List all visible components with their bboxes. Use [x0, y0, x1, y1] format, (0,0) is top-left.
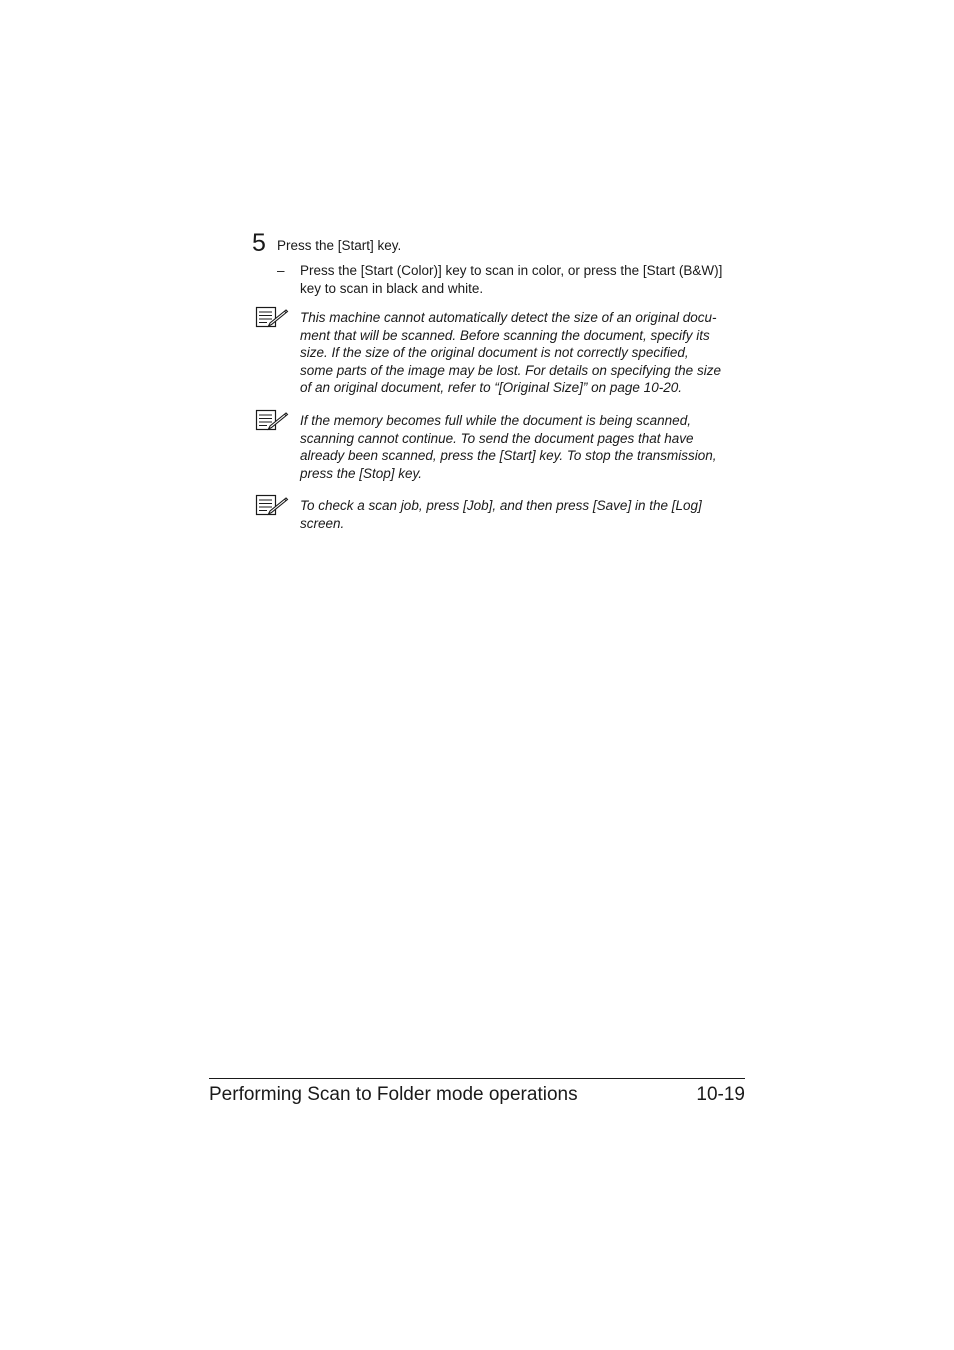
note-line: already been scanned, press the [Start] key. To stop the transmission,	[300, 448, 717, 463]
sub-item-text	[300, 262, 760, 298]
note-line: some parts of the image may be lost. For details on specifying the size	[300, 362, 721, 378]
note-text	[300, 412, 752, 482]
note-line: To check a scan job, press [Job], and then press [Save] in the [Log]	[300, 498, 702, 513]
note-line: If the memory becomes full while the document is being scanned,	[300, 413, 691, 428]
page-number: 10-19	[696, 1084, 745, 1105]
page-footer	[209, 1078, 745, 1105]
note-line: of an original document, refer to “[Original Size]” on page 10-20.	[300, 380, 682, 395]
note-pencil-icon	[255, 409, 289, 431]
note-text	[300, 309, 752, 397]
sub-item-line: key to scan in black and white.	[300, 281, 484, 296]
note-pencil-icon	[255, 494, 289, 516]
note-line: ment that will be scanned. Before scanning the document, specify its	[300, 327, 710, 343]
note-line: This machine cannot automatically detect the size of an original docu-	[300, 310, 717, 325]
note-line: scanning cannot continue. To send the document pages that have	[300, 430, 694, 446]
note-line: press the [Stop] key.	[300, 465, 423, 481]
footer-title: Performing Scan to Folder mode operations	[209, 1084, 578, 1105]
note-text	[300, 497, 752, 532]
sub-item-line: Press the [Start (Color)] key to scan in color, or press the [Start (B&W)]	[300, 263, 723, 278]
step-text: Press the [Start] key.	[277, 238, 402, 253]
note-pencil-icon	[255, 306, 289, 328]
bullet-dash: –	[277, 263, 285, 278]
step-number: 5	[252, 229, 266, 257]
note-line: size. If the size of the original document is not correctly specified,	[300, 345, 689, 360]
note-line: screen.	[300, 515, 345, 531]
